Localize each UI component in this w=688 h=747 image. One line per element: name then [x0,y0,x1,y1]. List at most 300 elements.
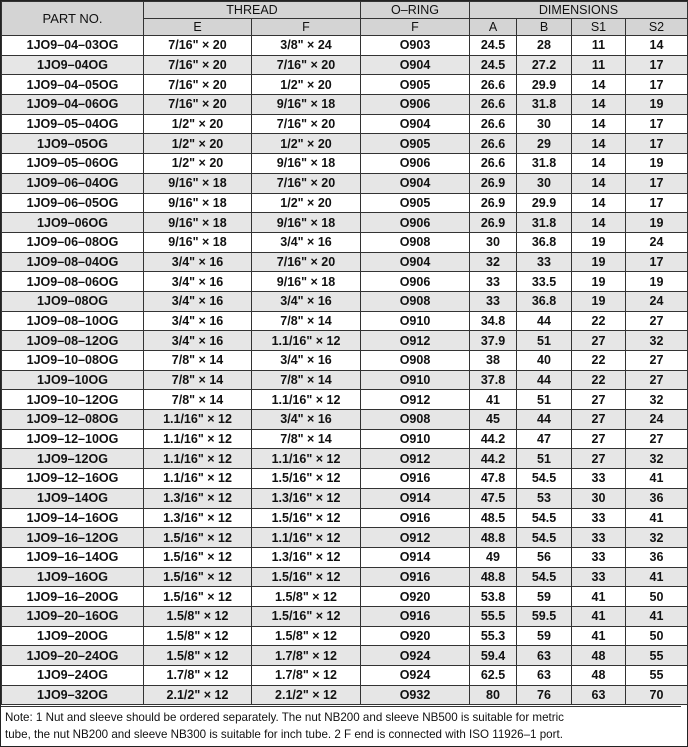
cell-dim-b: 63 [517,666,572,686]
cell-thread-f: 2.1/2" × 12 [252,685,361,705]
cell-thread-f: 1.1/16" × 12 [252,331,361,351]
cell-dim-s1: 48 [572,646,626,666]
cell-dim-s2: 24 [626,232,688,252]
table-row [2,390,688,410]
header-part-no: PART NO. [2,2,144,36]
cell-oring: O903 [361,36,470,56]
cell-oring: O916 [361,508,470,528]
cell-dim-b: 29.9 [517,193,572,213]
cell-dim-b: 59.5 [517,606,572,626]
cell-part-no: 1JO9–08–04OG [2,252,144,272]
cell-part-no: 1JO9–14–16OG [2,508,144,528]
cell-dim-a: 32 [470,252,517,272]
cell-dim-s2: 36 [626,488,688,508]
cell-dim-b: 59 [517,587,572,607]
cell-dim-b: 27.2 [517,55,572,75]
cell-dim-a: 26.6 [470,114,517,134]
cell-oring: O906 [361,213,470,233]
cell-part-no: 1JO9–16–20OG [2,587,144,607]
cell-dim-a: 48.5 [470,508,517,528]
cell-dim-s1: 33 [572,528,626,548]
cell-thread-f: 1.1/16" × 12 [252,528,361,548]
cell-dim-b: 31.8 [517,95,572,115]
header-thread: THREAD [144,2,361,19]
cell-dim-a: 48.8 [470,528,517,548]
cell-dim-s2: 17 [626,193,688,213]
cell-thread-e: 7/16" × 20 [144,95,252,115]
cell-thread-e: 1.5/8" × 12 [144,646,252,666]
cell-thread-e: 1.5/16" × 12 [144,547,252,567]
cell-thread-e: 3/4" × 16 [144,311,252,331]
header-oring-f: F [361,19,470,36]
cell-dim-s1: 22 [572,311,626,331]
table-row [2,311,688,331]
cell-oring: O916 [361,469,470,489]
cell-thread-e: 3/4" × 16 [144,291,252,311]
table-row [2,626,688,646]
cell-part-no: 1JO9–05–04OG [2,114,144,134]
header-dim-b: B [517,19,572,36]
cell-dim-b: 54.5 [517,469,572,489]
cell-part-no: 1JO9–12–10OG [2,429,144,449]
cell-dim-s1: 19 [572,272,626,292]
cell-oring: O905 [361,134,470,154]
cell-dim-s1: 33 [572,547,626,567]
cell-dim-s1: 27 [572,390,626,410]
cell-dim-s2: 41 [626,469,688,489]
cell-dim-s2: 50 [626,587,688,607]
cell-dim-s1: 14 [572,173,626,193]
cell-dim-a: 55.5 [470,606,517,626]
cell-part-no: 1JO9–04–03OG [2,36,144,56]
cell-part-no: 1JO9–06–04OG [2,173,144,193]
cell-thread-e: 1.1/16" × 12 [144,449,252,469]
cell-dim-b: 47 [517,429,572,449]
table-row [2,606,688,626]
cell-dim-b: 30 [517,173,572,193]
cell-dim-b: 36.8 [517,232,572,252]
cell-dim-b: 40 [517,351,572,371]
cell-dim-a: 26.6 [470,154,517,174]
cell-dim-a: 55.3 [470,626,517,646]
cell-dim-s2: 27 [626,429,688,449]
cell-dim-a: 41 [470,390,517,410]
cell-thread-f: 1.5/16" × 12 [252,508,361,528]
cell-dim-b: 63 [517,646,572,666]
cell-dim-s1: 30 [572,488,626,508]
cell-thread-e: 1.3/16" × 12 [144,508,252,528]
cell-thread-e: 1.5/8" × 12 [144,606,252,626]
cell-dim-s2: 70 [626,685,688,705]
table-row [2,272,688,292]
cell-dim-a: 44.2 [470,449,517,469]
cell-dim-a: 48.8 [470,567,517,587]
cell-dim-b: 44 [517,370,572,390]
cell-oring: O908 [361,291,470,311]
cell-thread-e: 1/2" × 20 [144,154,252,174]
cell-dim-s1: 19 [572,252,626,272]
header-thread-e: E [144,19,252,36]
table-row [2,666,688,686]
cell-thread-f: 1.5/8" × 12 [252,587,361,607]
cell-dim-s1: 48 [572,666,626,686]
cell-dim-s2: 19 [626,213,688,233]
cell-dim-s1: 41 [572,606,626,626]
cell-dim-s1: 27 [572,449,626,469]
cell-part-no: 1JO9–12–08OG [2,410,144,430]
cell-dim-s2: 32 [626,449,688,469]
cell-dim-s2: 19 [626,154,688,174]
cell-oring: O910 [361,370,470,390]
header-dim-a: A [470,19,517,36]
cell-thread-e: 7/16" × 20 [144,36,252,56]
cell-oring: O924 [361,666,470,686]
cell-dim-a: 45 [470,410,517,430]
cell-oring: O904 [361,252,470,272]
cell-thread-f: 1.7/8" × 12 [252,666,361,686]
cell-part-no: 1JO9–05–06OG [2,154,144,174]
cell-dim-s2: 36 [626,547,688,567]
table-row [2,547,688,567]
cell-thread-e: 2.1/2" × 12 [144,685,252,705]
cell-oring: O920 [361,587,470,607]
cell-oring: O912 [361,331,470,351]
cell-dim-a: 33 [470,272,517,292]
cell-dim-b: 31.8 [517,154,572,174]
cell-dim-s2: 17 [626,75,688,95]
header-dim-s1: S1 [572,19,626,36]
cell-thread-e: 1.1/16" × 12 [144,429,252,449]
cell-dim-s2: 41 [626,567,688,587]
cell-dim-s1: 22 [572,370,626,390]
table-body [2,36,688,705]
cell-dim-s1: 41 [572,626,626,646]
cell-dim-s1: 33 [572,508,626,528]
cell-dim-b: 51 [517,449,572,469]
cell-oring: O908 [361,410,470,430]
cell-dim-s1: 63 [572,685,626,705]
cell-dim-b: 33 [517,252,572,272]
cell-dim-s2: 55 [626,646,688,666]
table-row [2,55,688,75]
table-row [2,508,688,528]
cell-thread-e: 1.3/16" × 12 [144,488,252,508]
cell-dim-s1: 14 [572,134,626,154]
cell-oring: O908 [361,351,470,371]
table-header [2,2,688,36]
cell-dim-s1: 19 [572,291,626,311]
cell-thread-f: 7/16" × 20 [252,114,361,134]
cell-dim-a: 47.8 [470,469,517,489]
cell-thread-f: 3/4" × 16 [252,232,361,252]
cell-dim-b: 30 [517,114,572,134]
header-thread-f: F [252,19,361,36]
cell-dim-b: 54.5 [517,567,572,587]
cell-thread-f: 1.1/16" × 12 [252,449,361,469]
cell-dim-s1: 14 [572,193,626,213]
table-row [2,488,688,508]
cell-dim-a: 47.5 [470,488,517,508]
cell-oring: O904 [361,173,470,193]
cell-part-no: 1JO9–20OG [2,626,144,646]
cell-dim-s1: 11 [572,36,626,56]
cell-thread-f: 9/16" × 18 [252,95,361,115]
cell-oring: O912 [361,528,470,548]
cell-oring: O914 [361,547,470,567]
cell-thread-f: 9/16" × 18 [252,154,361,174]
cell-dim-s1: 33 [572,567,626,587]
cell-oring: O908 [361,232,470,252]
cell-dim-s1: 41 [572,587,626,607]
cell-dim-s2: 14 [626,36,688,56]
cell-dim-s2: 24 [626,410,688,430]
table-row [2,95,688,115]
cell-thread-e: 1.7/8" × 12 [144,666,252,686]
table-row [2,75,688,95]
cell-thread-f: 1.1/16" × 12 [252,390,361,410]
cell-dim-s1: 27 [572,429,626,449]
cell-dim-b: 29.9 [517,75,572,95]
cell-dim-s1: 14 [572,75,626,95]
footnote-line-2: tube, the nut NB200 and sleeve NB300 is suitable for inch tube. 2 F end is connected with ISO 11926–1 port. [5,728,563,741]
cell-thread-f: 1.3/16" × 12 [252,547,361,567]
cell-part-no: 1JO9–06–08OG [2,232,144,252]
cell-dim-b: 51 [517,390,572,410]
cell-thread-f: 1.3/16" × 12 [252,488,361,508]
cell-thread-e: 9/16" × 18 [144,232,252,252]
table-row [2,449,688,469]
cell-thread-e: 1/2" × 20 [144,134,252,154]
cell-thread-e: 1.5/16" × 12 [144,528,252,548]
cell-dim-s2: 19 [626,272,688,292]
cell-dim-b: 54.5 [517,508,572,528]
cell-thread-e: 3/4" × 16 [144,252,252,272]
cell-dim-s2: 19 [626,95,688,115]
table-row [2,331,688,351]
cell-thread-f: 1/2" × 20 [252,193,361,213]
cell-dim-s1: 27 [572,410,626,430]
cell-thread-e: 1/2" × 20 [144,114,252,134]
cell-dim-s1: 27 [572,331,626,351]
cell-dim-b: 28 [517,36,572,56]
cell-thread-e: 7/8" × 14 [144,390,252,410]
cell-thread-e: 7/16" × 20 [144,55,252,75]
cell-dim-s2: 32 [626,390,688,410]
cell-part-no: 1JO9–14OG [2,488,144,508]
cell-dim-s1: 22 [572,351,626,371]
cell-dim-a: 30 [470,232,517,252]
cell-oring: O906 [361,272,470,292]
cell-oring: O932 [361,685,470,705]
cell-dim-a: 34.8 [470,311,517,331]
table-row [2,567,688,587]
footnote [1,706,681,746]
cell-part-no: 1JO9–08–10OG [2,311,144,331]
cell-oring: O912 [361,390,470,410]
cell-thread-f: 1.5/16" × 12 [252,469,361,489]
cell-oring: O906 [361,154,470,174]
cell-thread-e: 3/4" × 16 [144,272,252,292]
cell-thread-f: 3/4" × 16 [252,351,361,371]
cell-dim-a: 62.5 [470,666,517,686]
cell-dim-b: 53 [517,488,572,508]
cell-oring: O904 [361,55,470,75]
cell-thread-f: 3/4" × 16 [252,291,361,311]
cell-dim-a: 26.6 [470,95,517,115]
header-oring: O–RING [361,2,470,19]
cell-oring: O920 [361,626,470,646]
table-row [2,685,688,705]
table-row [2,291,688,311]
cell-part-no: 1JO9–12OG [2,449,144,469]
cell-dim-s1: 19 [572,232,626,252]
cell-oring: O924 [361,646,470,666]
cell-part-no: 1JO9–04–06OG [2,95,144,115]
cell-thread-e: 9/16" × 18 [144,173,252,193]
footnote-line-1: Note: 1 Nut and sleeve should be ordered separately. The nut NB200 and sleeve NB500 is suitable for metric [5,711,564,724]
table-row [2,173,688,193]
table-row [2,587,688,607]
table-row [2,154,688,174]
cell-part-no: 1JO9–08–12OG [2,331,144,351]
cell-oring: O904 [361,114,470,134]
table-row [2,232,688,252]
fitting-spec-table [1,1,688,705]
cell-part-no: 1JO9–08–06OG [2,272,144,292]
cell-thread-e: 9/16" × 18 [144,193,252,213]
cell-part-no: 1JO9–16–12OG [2,528,144,548]
cell-thread-f: 7/16" × 20 [252,173,361,193]
cell-thread-e: 1.5/16" × 12 [144,587,252,607]
cell-thread-e: 1.1/16" × 12 [144,469,252,489]
cell-dim-a: 26.6 [470,134,517,154]
cell-dim-s2: 17 [626,55,688,75]
cell-dim-s1: 14 [572,213,626,233]
cell-dim-a: 59.4 [470,646,517,666]
cell-dim-s2: 32 [626,528,688,548]
cell-thread-f: 3/8" × 24 [252,36,361,56]
cell-dim-b: 29 [517,134,572,154]
cell-dim-a: 53.8 [470,587,517,607]
cell-thread-f: 7/8" × 14 [252,370,361,390]
cell-part-no: 1JO9–04OG [2,55,144,75]
cell-dim-s2: 55 [626,666,688,686]
cell-dim-b: 51 [517,331,572,351]
cell-thread-f: 1.5/16" × 12 [252,567,361,587]
cell-dim-s1: 14 [572,154,626,174]
cell-dim-a: 26.9 [470,193,517,213]
table-row [2,213,688,233]
cell-thread-e: 1.5/8" × 12 [144,626,252,646]
cell-dim-a: 37.9 [470,331,517,351]
cell-dim-a: 26.9 [470,173,517,193]
cell-oring: O910 [361,311,470,331]
cell-dim-b: 54.5 [517,528,572,548]
cell-part-no: 1JO9–10OG [2,370,144,390]
cell-part-no: 1JO9–06OG [2,213,144,233]
cell-thread-e: 7/16" × 20 [144,75,252,95]
cell-part-no: 1JO9–06–05OG [2,193,144,213]
cell-dim-a: 49 [470,547,517,567]
cell-thread-e: 1.5/16" × 12 [144,567,252,587]
table-row [2,36,688,56]
cell-dim-b: 31.8 [517,213,572,233]
cell-part-no: 1JO9–32OG [2,685,144,705]
header-dim-s2: S2 [626,19,688,36]
cell-dim-s2: 17 [626,252,688,272]
cell-part-no: 1JO9–08OG [2,291,144,311]
cell-thread-f: 1/2" × 20 [252,134,361,154]
cell-part-no: 1JO9–10–12OG [2,390,144,410]
table-row [2,469,688,489]
cell-dim-s2: 27 [626,351,688,371]
cell-dim-s2: 41 [626,606,688,626]
cell-oring: O910 [361,429,470,449]
cell-thread-f: 9/16" × 18 [252,213,361,233]
table-row [2,410,688,430]
table-row [2,528,688,548]
cell-thread-f: 7/16" × 20 [252,252,361,272]
cell-thread-f: 1.5/16" × 12 [252,606,361,626]
cell-dim-s2: 27 [626,370,688,390]
cell-dim-s2: 32 [626,331,688,351]
table-row [2,429,688,449]
cell-thread-f: 1.5/8" × 12 [252,626,361,646]
cell-dim-s2: 17 [626,173,688,193]
cell-oring: O914 [361,488,470,508]
cell-dim-a: 26.6 [470,75,517,95]
cell-oring: O912 [361,449,470,469]
cell-oring: O906 [361,95,470,115]
cell-thread-f: 3/4" × 16 [252,410,361,430]
cell-part-no: 1JO9–10–08OG [2,351,144,371]
cell-dim-b: 56 [517,547,572,567]
cell-oring: O905 [361,193,470,213]
cell-part-no: 1JO9–05OG [2,134,144,154]
table-row [2,134,688,154]
cell-dim-b: 36.8 [517,291,572,311]
cell-dim-a: 26.9 [470,213,517,233]
cell-dim-b: 33.5 [517,272,572,292]
cell-dim-s2: 17 [626,114,688,134]
cell-thread-f: 7/8" × 14 [252,311,361,331]
cell-part-no: 1JO9–20–24OG [2,646,144,666]
cell-dim-s1: 11 [572,55,626,75]
cell-part-no: 1JO9–12–16OG [2,469,144,489]
cell-dim-b: 44 [517,311,572,331]
cell-oring: O905 [361,75,470,95]
cell-dim-a: 37.8 [470,370,517,390]
table-row [2,370,688,390]
cell-dim-b: 44 [517,410,572,430]
cell-dim-a: 44.2 [470,429,517,449]
cell-thread-e: 3/4" × 16 [144,331,252,351]
cell-dim-b: 76 [517,685,572,705]
cell-part-no: 1JO9–16–14OG [2,547,144,567]
cell-dim-s1: 33 [572,469,626,489]
header-dimensions: DIMENSIONS [470,2,688,19]
cell-dim-s2: 41 [626,508,688,528]
cell-part-no: 1JO9–20–16OG [2,606,144,626]
cell-part-no: 1JO9–24OG [2,666,144,686]
cell-dim-a: 38 [470,351,517,371]
cell-thread-f: 7/8" × 14 [252,429,361,449]
cell-dim-b: 59 [517,626,572,646]
cell-oring: O916 [361,567,470,587]
cell-thread-f: 9/16" × 18 [252,272,361,292]
cell-thread-f: 1.7/8" × 12 [252,646,361,666]
cell-thread-e: 7/8" × 14 [144,351,252,371]
